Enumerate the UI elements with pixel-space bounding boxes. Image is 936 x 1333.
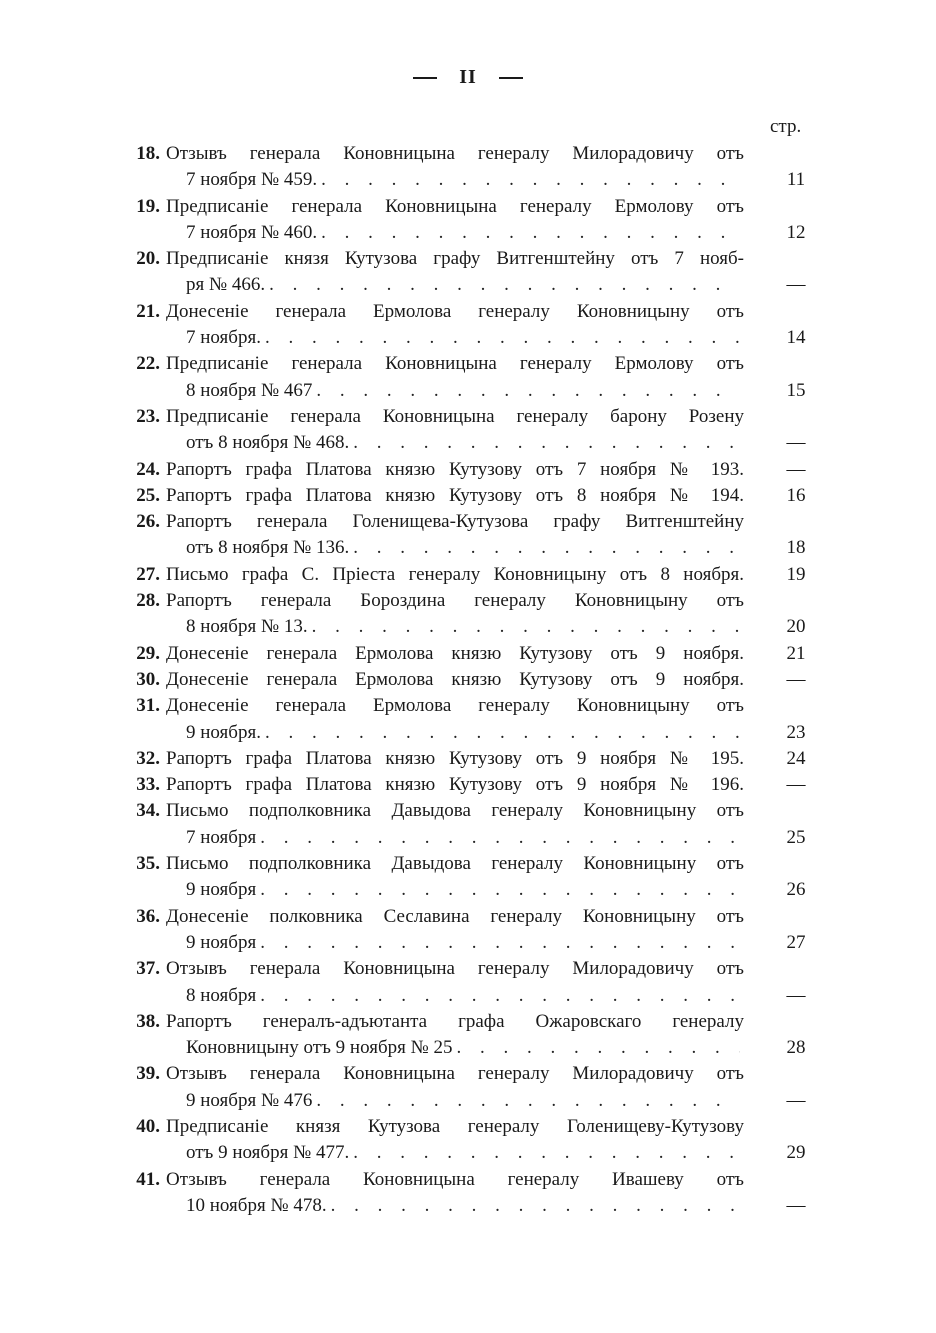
entry-title: Письмо подполковника Давыдова генералу Коновницыну отъ [166,800,744,822]
entry-title: Донесеніе генерала Ермолова князю Кутузову отъ 9 ноября. [166,642,744,664]
entry-title-continuation: отъ 9 ноября № 477. [186,1142,350,1164]
toc-entry-line [118,483,818,509]
entry-page-number: — [786,458,806,480]
entry-title: Донесеніе полковника Сеславина генералу Коновницыну отъ [166,905,744,927]
entry-continuation [186,167,740,193]
entry-page-number: 15 [786,379,806,401]
entry-number: 33. [136,774,160,796]
toc-entry [118,746,818,772]
entry-title: Рапортъ графа Платова князю Кутузову отъ 9 ноября № 196. [166,774,744,796]
toc-entry-continuation [118,535,818,561]
entry-number: 28. [136,590,160,612]
entry-page-number: — [786,668,806,690]
entry-title-continuation: 8 ноября № 467 [186,379,313,401]
entry-title-continuation: 9 ноября [186,879,257,901]
page-number: II [459,66,477,88]
dot-leader [260,983,740,1009]
entry-number: 35. [136,853,160,875]
entry-title: Рапортъ генералъ-адъютанта графа Ожаровскаго генералу [166,1010,744,1032]
entry-number: 30. [136,668,160,690]
entry-title-continuation: отъ 8 ноября № 136. [186,537,350,559]
entry-title: Донесеніе генерала Ермолова генералу Коновницыну отъ [166,300,744,322]
entry-title-continuation: 9 ноября. [186,721,261,743]
toc-entry-line [118,1061,818,1087]
toc-entry [118,141,818,194]
entry-title-continuation: Коновницыну отъ 9 ноября № 25 [186,1037,453,1059]
entry-title-continuation: 8 ноября № 13. [186,616,308,638]
toc-entry-line [118,246,818,272]
toc-entry-continuation [118,825,818,851]
toc-entry-line [118,851,818,877]
toc-entry [118,693,818,746]
toc-entry-line [118,641,818,667]
dot-leader [353,1140,740,1166]
toc-entry-continuation [118,325,818,351]
entry-title: Предписаніе генерала Коновницына генералу Ермолову отъ [166,195,744,217]
entry-title: Отзывъ генерала Коновницына генералу Милорадовичу отъ [166,143,744,164]
entry-title: Предписаніе генерала Коновницына генералу барону Розену [166,405,744,427]
toc-entry-continuation [118,1140,818,1166]
entry-continuation [186,535,740,561]
entry-number: 27. [136,563,160,585]
entry-title: Письмо подполковника Давыдова генералу Коновницыну отъ [166,853,744,875]
toc-entry [118,509,818,562]
entry-title: Предписаніе князя Кутузова графу Витгенштейну отъ 7 нояб- [166,248,744,270]
toc-entry-continuation [118,378,818,404]
entry-page-number: 23 [786,721,806,743]
toc-entry [118,194,818,247]
entry-number: 23. [136,405,160,427]
entry-number: 36. [136,905,160,927]
toc-entry [118,1114,818,1167]
toc-entry-continuation [118,430,818,456]
entry-page-number: 11 [786,169,806,191]
toc-entry [118,1009,818,1062]
entry-number: 32. [136,747,160,769]
entry-page-number: — [786,984,806,1006]
dot-leader [269,272,740,298]
entry-number: 26. [136,511,160,533]
entry-title: Рапортъ графа Платова князю Кутузову отъ 8 ноября № 194. [166,484,744,506]
toc-entry-line [118,299,818,325]
entry-title-continuation: 10 ноября № 478. [186,1194,327,1216]
toc-entry-continuation [118,1193,818,1219]
entry-page-number: 12 [786,221,806,243]
dot-leader [321,167,740,193]
toc-entry [118,956,818,1009]
toc-entry-line [118,194,818,220]
entry-title: Предписаніе генерала Коновницына генералу Ермолову отъ [166,353,744,375]
dot-leader [265,325,740,351]
entry-number: 39. [136,1063,160,1085]
entry-page-number: 28 [786,1037,806,1059]
entry-number: 41. [136,1168,160,1190]
entry-title: Рапортъ графа Платова князю Кутузову отъ 7 ноября № 193. [166,458,744,480]
entry-continuation [186,930,740,956]
toc-entry-line [118,956,818,982]
toc-entry [118,667,818,693]
entry-title-continuation: 7 ноября [186,826,257,848]
entry-page-number: 20 [786,616,806,638]
toc-entry-continuation [118,877,818,903]
toc-entry-line [118,562,818,588]
entry-title-continuation: 8 ноября [186,984,257,1006]
toc-entry [118,1061,818,1114]
entry-continuation [186,877,740,903]
entry-continuation [186,825,740,851]
entry-title: Отзывъ генерала Коновницына генералу Милорадовичу отъ [166,958,744,980]
entry-page-number: — [786,432,806,454]
toc-entry-line [118,746,818,772]
toc-entry-line [118,588,818,614]
entry-continuation [186,1035,740,1061]
dot-leader [331,1193,740,1219]
toc-entry [118,404,818,457]
entry-page-number: 18 [786,537,806,559]
toc-entry [118,904,818,957]
toc-entry-line [118,798,818,824]
entry-page-number: 27 [786,931,806,953]
toc-entry [118,1167,818,1220]
entry-continuation [186,378,740,404]
entry-title-continuation: 7 ноября № 460. [186,221,318,243]
entry-number: 18. [136,143,160,164]
toc-entry-continuation [118,272,818,298]
entry-number: 29. [136,642,160,664]
dot-leader [316,1088,740,1114]
header-dash-right [499,77,523,79]
entry-number: 24. [136,458,160,480]
toc-entry [118,351,818,404]
dot-leader [260,877,740,903]
entry-continuation [186,325,740,351]
toc-entry-line [118,404,818,430]
toc-entry-line [118,693,818,719]
entry-continuation [186,430,740,456]
dot-leader [321,220,740,246]
page-column-label: стр. [770,116,802,137]
toc-entry [118,588,818,641]
entry-page-number: 21 [786,642,806,664]
entry-page-number: 29 [786,1142,806,1164]
entry-page-number: — [786,274,806,296]
entry-page-number: 24 [786,747,806,769]
toc-entry-continuation [118,1088,818,1114]
toc-entry [118,246,818,299]
entry-page-number: 19 [786,563,806,585]
entry-number: 31. [136,695,160,717]
entry-number: 19. [136,195,160,217]
toc-entry-line [118,509,818,535]
toc-entry-line [118,457,818,483]
dot-leader [260,825,740,851]
entry-number: 37. [136,958,160,980]
header-dash-left [413,77,437,79]
toc-entry-line [118,141,818,167]
toc-entry [118,483,818,509]
entry-number: 22. [136,353,160,375]
entry-page-number: 25 [786,826,806,848]
entry-page-number: — [786,774,806,796]
toc-entry-line [118,904,818,930]
entry-number: 21. [136,300,160,322]
toc-entry-continuation [118,983,818,1009]
toc-entry-line [118,351,818,377]
page-header [0,64,936,89]
entry-page-number: — [786,1194,806,1216]
toc-entry-continuation [118,930,818,956]
toc-entry-continuation [118,167,818,193]
dot-leader [316,378,740,404]
toc-entry-continuation [118,614,818,640]
entry-continuation [186,720,740,746]
entry-title-continuation: 7 ноября № 459. [186,169,318,191]
entry-continuation [186,220,740,246]
entry-page-number: 26 [786,879,806,901]
entry-title: Донесеніе генерала Ермолова генералу Коновницыну отъ [166,695,744,717]
entry-number: 34. [136,800,160,822]
toc-entry-continuation [118,220,818,246]
entry-continuation [186,272,740,298]
entry-continuation [186,1140,740,1166]
entry-title: Письмо графа С. Пріеста генералу Коновницыну отъ 8 ноября. [166,563,744,585]
toc-entry [118,851,818,904]
entry-page-number: 14 [786,327,806,349]
entry-page-number: — [786,1089,806,1111]
table-of-contents [118,141,818,1219]
dot-leader [260,930,740,956]
toc-entry-continuation [118,720,818,746]
entry-title-continuation: 9 ноября № 476 [186,1089,313,1111]
entry-number: 38. [136,1010,160,1032]
toc-entry [118,772,818,798]
entry-continuation [186,983,740,1009]
entry-title: Рапортъ генерала Бороздина генералу Коновницыну отъ [166,590,744,612]
entry-title-continuation: ря № 466. [186,274,266,296]
entry-title: Донесеніе генерала Ермолова князю Кутузову отъ 9 ноября. [166,668,744,690]
toc-entry [118,562,818,588]
toc-entry-continuation [118,1035,818,1061]
entry-title: Предписаніе князя Кутузова генералу Голенищеву-Кутузову [166,1115,744,1137]
entry-continuation [186,1193,740,1219]
entry-continuation [186,614,740,640]
dot-leader [457,1035,740,1061]
entry-title: Отзывъ генерала Коновницына генералу Милорадовичу отъ [166,1063,744,1085]
entry-number: 20. [136,248,160,270]
dot-leader [353,535,740,561]
toc-entry-line [118,1114,818,1140]
toc-entry-line [118,1009,818,1035]
entry-title-continuation: 7 ноября. [186,327,261,349]
entry-number: 40. [136,1115,160,1137]
entry-title: Отзывъ генерала Коновницына генералу Ивашеву отъ [166,1168,744,1190]
entry-page-number: 16 [786,484,806,506]
entry-number: 25. [136,484,160,506]
entry-title-continuation: отъ 8 ноября № 468. [186,432,350,454]
toc-entry-line [118,772,818,798]
toc-entry [118,641,818,667]
entry-title: Рапортъ генерала Голенищева-Кутузова графу Витгенштейну [166,511,744,533]
toc-entry-line [118,667,818,693]
toc-entry [118,798,818,851]
dot-leader [312,614,740,640]
entry-title-continuation: 9 ноября [186,931,257,953]
dot-leader [353,430,740,456]
dot-leader [265,720,740,746]
entry-title: Рапортъ графа Платова князю Кутузову отъ 9 ноября № 195. [166,747,744,769]
entry-continuation [186,1088,740,1114]
toc-entry-line [118,1167,818,1193]
toc-entry [118,457,818,483]
toc-entry [118,299,818,352]
